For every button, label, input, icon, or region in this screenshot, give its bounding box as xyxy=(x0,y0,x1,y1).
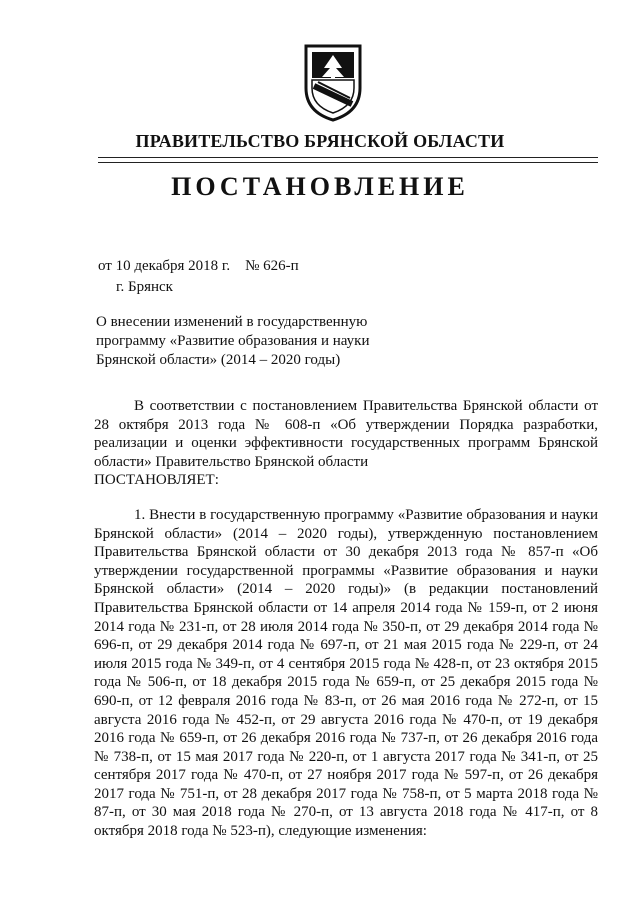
preamble-paragraph: В соответствии с постановлением Правительства Брянской области от 28 октября 2013 года № 608-п «Об утверждении Порядка разработки, реализации и оценки эффективности государственных программ Брянской области» Правительство Брянской области xyxy=(94,398,598,470)
header-rule-bottom xyxy=(98,162,598,163)
document-type-title: ПОСТАНОВЛЕНИЕ xyxy=(171,172,469,201)
document-meta xyxy=(98,256,299,298)
resolves-line: ПОСТАНОВЛЯЕТ: xyxy=(94,472,219,489)
organization-name: ПРАВИТЕЛЬСТВО БРЯНСКОЙ ОБЛАСТИ xyxy=(135,131,505,151)
header-rule-top xyxy=(98,157,598,158)
document-body xyxy=(94,397,598,841)
item-1-paragraph: 1. Внести в государственную программу «Развитие образования и науки Брянской области» (2014 – 2020 годы), утвержденную постановлением Правительства Брянской области от 30 декабря 2013 года № 857-п «Об утверждении государственной программы «Развитие образования и науки Брянской области» (2014 – 2020 годы)» (в редакции постановлений Правительства Брянской области от 14 апреля 2014 года № 159-п, от 2 июня 2014 года № 231-п, от 28 июля 2014 года № 350-п, от 29 декабря 2014 года № 696-п, от 29 декабря 2014 года № 697-п, от 21 мая 2015 года № 229-п, от 24 июля 2015 года № 349-п, от 4 сентября 2015 года № 428-п, от 23 октября 2015 года № 506-п, от 18 декабря 2015 года № 659-п, от 25 декабря 2015 года № 690-п, от 12 февраля 2016 года № 83-п, от 26 мая 2016 года № 272-п, от 15 августа 2016 года № 452-п, от 29 августа 2016 года № 470-п, от 19 декабря 2016 года № 659-п, от 26 декабря 2016 года № 737-п, от 26 декабря 2016 года № 738-п, от 15 мая 2017 года № 220-п, от 1 августа 2017 года № 341-п, от 25 сентября 2017 года № 470-п, от 27 ноября 2017 года № 597-п, от 26 декабря 2017 года № 751-п, от 28 декабря 2017 года № 758-п, от 5 марта 2018 года № 87-п, от 30 мая 2018 года № 270-п, от 13 августа 2018 года № 417-п, от 8 октября 2018 года № 523-п), следующие изменения: xyxy=(94,506,598,840)
date-number-line: от 10 декабря 2018 г. № 626-п xyxy=(98,258,299,274)
coat-of-arms-icon xyxy=(300,42,366,122)
document-subject: О внесении изменений в государственную программу «Развитие образования и науки Брянской области» (2014 – 2020 годы) xyxy=(96,314,370,368)
city-line: г. Брянск xyxy=(116,279,173,295)
